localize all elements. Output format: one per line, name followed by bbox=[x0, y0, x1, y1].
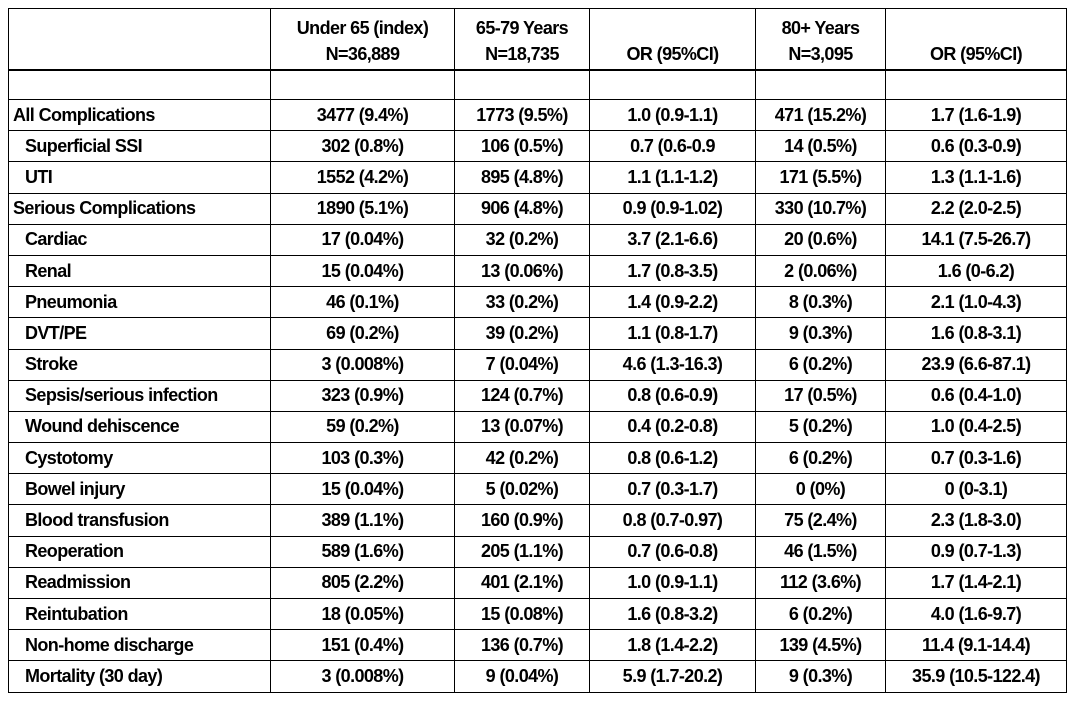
cell-or-80plus: 1.6 (0.8-3.1) bbox=[886, 318, 1067, 349]
row-label: Superficial SSI bbox=[9, 131, 271, 162]
cell-under65: 805 (2.2%) bbox=[271, 567, 455, 598]
cell-65-79: 906 (4.8%) bbox=[455, 193, 590, 224]
cell-65-79: 33 (0.2%) bbox=[455, 287, 590, 318]
header-n-80plus: N=3,095 bbox=[756, 39, 886, 70]
row-label: Cystotomy bbox=[9, 443, 271, 474]
cell-80plus: 75 (2.4%) bbox=[756, 505, 886, 536]
cell-or-65-79: 0.4 (0.2-0.8) bbox=[590, 411, 756, 442]
cell-80plus: 330 (10.7%) bbox=[756, 193, 886, 224]
table-row bbox=[9, 630, 1067, 661]
cell-80plus: 17 (0.5%) bbox=[756, 380, 886, 411]
cell-under65: 15 (0.04%) bbox=[271, 255, 455, 286]
cell-or-65-79: 0.7 (0.6-0.9 bbox=[590, 131, 756, 162]
row-label: Wound dehiscence bbox=[9, 411, 271, 442]
cell-80plus: 6 (0.2%) bbox=[756, 599, 886, 630]
cell-or-65-79: 5.9 (1.7-20.2) bbox=[590, 661, 756, 692]
header-cell bbox=[9, 39, 271, 70]
cell-under65: 46 (0.1%) bbox=[271, 287, 455, 318]
cell-or-80plus: 4.0 (1.6-9.7) bbox=[886, 599, 1067, 630]
cell-65-79: 124 (0.7%) bbox=[455, 380, 590, 411]
header-or-80plus: OR (95%CI) bbox=[886, 39, 1067, 70]
header-or-65-79: OR (95%CI) bbox=[590, 39, 756, 70]
cell-or-80plus: 35.9 (10.5-122.4) bbox=[886, 661, 1067, 692]
cell-65-79: 13 (0.07%) bbox=[455, 411, 590, 442]
row-label: Cardiac bbox=[9, 224, 271, 255]
row-label: Reoperation bbox=[9, 536, 271, 567]
header-n-under65: N=36,889 bbox=[271, 39, 455, 70]
cell-or-65-79: 1.1 (1.1-1.2) bbox=[590, 162, 756, 193]
cell-under65: 323 (0.9%) bbox=[271, 380, 455, 411]
cell-or-65-79: 1.1 (0.8-1.7) bbox=[590, 318, 756, 349]
cell-65-79: 895 (4.8%) bbox=[455, 162, 590, 193]
cell-65-79: 42 (0.2%) bbox=[455, 443, 590, 474]
header-row-1 bbox=[9, 9, 1067, 40]
cell-or-65-79: 0.8 (0.7-0.97) bbox=[590, 505, 756, 536]
cell-under65: 1552 (4.2%) bbox=[271, 162, 455, 193]
table-row bbox=[9, 505, 1067, 536]
empty-cell bbox=[756, 70, 886, 100]
cell-80plus: 139 (4.5%) bbox=[756, 630, 886, 661]
table-row bbox=[9, 411, 1067, 442]
table-row bbox=[9, 287, 1067, 318]
cell-80plus: 5 (0.2%) bbox=[756, 411, 886, 442]
cell-80plus: 171 (5.5%) bbox=[756, 162, 886, 193]
cell-or-65-79: 1.0 (0.9-1.1) bbox=[590, 100, 756, 131]
cell-or-80plus: 1.0 (0.4-2.5) bbox=[886, 411, 1067, 442]
cell-80plus: 14 (0.5%) bbox=[756, 131, 886, 162]
cell-or-65-79: 0.8 (0.6-1.2) bbox=[590, 443, 756, 474]
cell-or-80plus: 23.9 (6.6-87.1) bbox=[886, 349, 1067, 380]
table-row bbox=[9, 599, 1067, 630]
cell-65-79: 32 (0.2%) bbox=[455, 224, 590, 255]
cell-or-65-79: 1.6 (0.8-3.2) bbox=[590, 599, 756, 630]
cell-under65: 18 (0.05%) bbox=[271, 599, 455, 630]
table-row bbox=[9, 349, 1067, 380]
table-row bbox=[9, 224, 1067, 255]
table-container bbox=[8, 8, 1067, 693]
cell-or-80plus: 2.2 (2.0-2.5) bbox=[886, 193, 1067, 224]
row-label: Renal bbox=[9, 255, 271, 286]
spacer-row bbox=[9, 70, 1067, 100]
header-n-65-79: N=18,735 bbox=[455, 39, 590, 70]
complications-table bbox=[8, 8, 1067, 693]
cell-or-80plus: 2.1 (1.0-4.3) bbox=[886, 287, 1067, 318]
cell-or-80plus: 1.7 (1.6-1.9) bbox=[886, 100, 1067, 131]
empty-cell bbox=[271, 70, 455, 100]
cell-80plus: 6 (0.2%) bbox=[756, 349, 886, 380]
header-cell bbox=[9, 9, 271, 40]
empty-cell bbox=[886, 70, 1067, 100]
cell-or-80plus: 0.7 (0.3-1.6) bbox=[886, 443, 1067, 474]
cell-65-79: 205 (1.1%) bbox=[455, 536, 590, 567]
cell-65-79: 401 (2.1%) bbox=[455, 567, 590, 598]
cell-under65: 1890 (5.1%) bbox=[271, 193, 455, 224]
empty-cell bbox=[9, 70, 271, 100]
cell-80plus: 6 (0.2%) bbox=[756, 443, 886, 474]
cell-or-65-79: 0.8 (0.6-0.9) bbox=[590, 380, 756, 411]
row-label: All Complications bbox=[9, 100, 271, 131]
cell-80plus: 9 (0.3%) bbox=[756, 318, 886, 349]
cell-or-65-79: 1.0 (0.9-1.1) bbox=[590, 567, 756, 598]
row-label: UTI bbox=[9, 162, 271, 193]
cell-under65: 103 (0.3%) bbox=[271, 443, 455, 474]
header-row-2 bbox=[9, 39, 1067, 70]
cell-or-80plus: 1.3 (1.1-1.6) bbox=[886, 162, 1067, 193]
cell-or-65-79: 0.7 (0.6-0.8) bbox=[590, 536, 756, 567]
row-label: Non-home discharge bbox=[9, 630, 271, 661]
cell-or-80plus: 14.1 (7.5-26.7) bbox=[886, 224, 1067, 255]
table-row bbox=[9, 661, 1067, 692]
cell-80plus: 8 (0.3%) bbox=[756, 287, 886, 318]
table-row bbox=[9, 162, 1067, 193]
row-label: Reintubation bbox=[9, 599, 271, 630]
table-row bbox=[9, 318, 1067, 349]
header-cell bbox=[886, 9, 1067, 40]
empty-cell bbox=[590, 70, 756, 100]
cell-or-65-79: 3.7 (2.1-6.6) bbox=[590, 224, 756, 255]
cell-under65: 589 (1.6%) bbox=[271, 536, 455, 567]
cell-65-79: 160 (0.9%) bbox=[455, 505, 590, 536]
header-cell bbox=[590, 9, 756, 40]
cell-under65: 59 (0.2%) bbox=[271, 411, 455, 442]
cell-or-80plus: 1.7 (1.4-2.1) bbox=[886, 567, 1067, 598]
cell-under65: 15 (0.04%) bbox=[271, 474, 455, 505]
row-label: Sepsis/serious infection bbox=[9, 380, 271, 411]
cell-under65: 3 (0.008%) bbox=[271, 661, 455, 692]
empty-cell bbox=[455, 70, 590, 100]
cell-80plus: 20 (0.6%) bbox=[756, 224, 886, 255]
table-row bbox=[9, 193, 1067, 224]
cell-or-65-79: 0.7 (0.3-1.7) bbox=[590, 474, 756, 505]
cell-or-80plus: 0.9 (0.7-1.3) bbox=[886, 536, 1067, 567]
cell-80plus: 9 (0.3%) bbox=[756, 661, 886, 692]
table-row bbox=[9, 255, 1067, 286]
row-label: DVT/PE bbox=[9, 318, 271, 349]
cell-or-65-79: 1.7 (0.8-3.5) bbox=[590, 255, 756, 286]
cell-65-79: 136 (0.7%) bbox=[455, 630, 590, 661]
cell-65-79: 106 (0.5%) bbox=[455, 131, 590, 162]
cell-or-80plus: 11.4 (9.1-14.4) bbox=[886, 630, 1067, 661]
cell-80plus: 46 (1.5%) bbox=[756, 536, 886, 567]
cell-80plus: 112 (3.6%) bbox=[756, 567, 886, 598]
cell-or-80plus: 1.6 (0-6.2) bbox=[886, 255, 1067, 286]
row-label: Mortality (30 day) bbox=[9, 661, 271, 692]
cell-under65: 3477 (9.4%) bbox=[271, 100, 455, 131]
cell-or-80plus: 0.6 (0.4-1.0) bbox=[886, 380, 1067, 411]
cell-under65: 151 (0.4%) bbox=[271, 630, 455, 661]
table-row bbox=[9, 100, 1067, 131]
cell-65-79: 1773 (9.5%) bbox=[455, 100, 590, 131]
cell-80plus: 471 (15.2%) bbox=[756, 100, 886, 131]
cell-under65: 69 (0.2%) bbox=[271, 318, 455, 349]
table-row bbox=[9, 567, 1067, 598]
cell-or-65-79: 1.8 (1.4-2.2) bbox=[590, 630, 756, 661]
cell-65-79: 9 (0.04%) bbox=[455, 661, 590, 692]
table-row bbox=[9, 443, 1067, 474]
header-65-79: 65-79 Years bbox=[455, 9, 590, 40]
cell-65-79: 13 (0.06%) bbox=[455, 255, 590, 286]
table-row bbox=[9, 131, 1067, 162]
table-row bbox=[9, 380, 1067, 411]
cell-80plus: 0 (0%) bbox=[756, 474, 886, 505]
row-label: Bowel injury bbox=[9, 474, 271, 505]
cell-under65: 17 (0.04%) bbox=[271, 224, 455, 255]
header-under65: Under 65 (index) bbox=[271, 9, 455, 40]
cell-65-79: 5 (0.02%) bbox=[455, 474, 590, 505]
cell-or-80plus: 0 (0-3.1) bbox=[886, 474, 1067, 505]
table-row bbox=[9, 474, 1067, 505]
row-label: Blood transfusion bbox=[9, 505, 271, 536]
table-row bbox=[9, 536, 1067, 567]
header-80plus: 80+ Years bbox=[756, 9, 886, 40]
row-label: Stroke bbox=[9, 349, 271, 380]
cell-65-79: 39 (0.2%) bbox=[455, 318, 590, 349]
cell-65-79: 7 (0.04%) bbox=[455, 349, 590, 380]
cell-or-80plus: 2.3 (1.8-3.0) bbox=[886, 505, 1067, 536]
cell-under65: 302 (0.8%) bbox=[271, 131, 455, 162]
row-label: Readmission bbox=[9, 567, 271, 598]
cell-or-65-79: 1.4 (0.9-2.2) bbox=[590, 287, 756, 318]
row-label: Serious Complications bbox=[9, 193, 271, 224]
row-label: Pneumonia bbox=[9, 287, 271, 318]
cell-under65: 389 (1.1%) bbox=[271, 505, 455, 536]
cell-or-80plus: 0.6 (0.3-0.9) bbox=[886, 131, 1067, 162]
cell-65-79: 15 (0.08%) bbox=[455, 599, 590, 630]
cell-or-65-79: 4.6 (1.3-16.3) bbox=[590, 349, 756, 380]
cell-80plus: 2 (0.06%) bbox=[756, 255, 886, 286]
cell-or-65-79: 0.9 (0.9-1.02) bbox=[590, 193, 756, 224]
cell-under65: 3 (0.008%) bbox=[271, 349, 455, 380]
